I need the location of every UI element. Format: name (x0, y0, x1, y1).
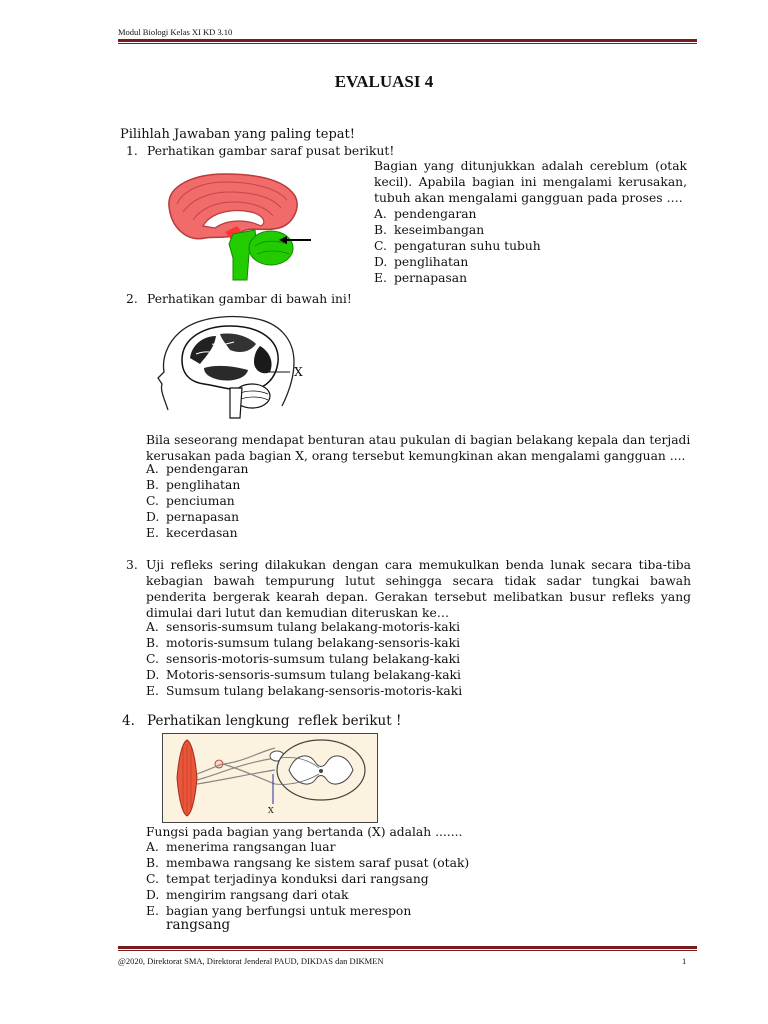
q4-text: Fungsi pada bagian yang bertanda (X) adalah ....... (146, 825, 463, 839)
option-letter: A. (146, 462, 159, 476)
option-letter: A. (146, 620, 159, 634)
header-text: Modul Biologi Kelas XI KD 3.10 (118, 27, 233, 37)
option-letter: B. (374, 223, 387, 237)
q4-number: 4. (122, 713, 135, 729)
brain-head-figure (156, 314, 316, 426)
option-text: Motoris-sensoris-sumsum tulang belakang-kaki (166, 668, 461, 682)
option-text: pengaturan suhu tubuh (394, 239, 541, 253)
q2-figure-label: X (294, 365, 303, 379)
q1-stem: Perhatikan gambar saraf pusat berikut! (147, 144, 395, 158)
option-letter: C. (146, 494, 159, 508)
q1-text: Bagian yang ditunjukkan adalah cereblum (otak kecil). Apabila bagian ini mengalami kerusakan, tubuh akan mengalami gangguan pada proses …. (374, 159, 687, 205)
option-letter: D. (146, 668, 160, 682)
q4-continuation: rangsang (166, 917, 231, 933)
option-text: pernapasan (394, 271, 468, 285)
option-letter: A. (374, 207, 387, 221)
option-letter: E. (146, 526, 159, 540)
option[interactable] (146, 635, 566, 651)
option-text: menerima rangsangan luar (166, 840, 336, 854)
option[interactable] (146, 477, 446, 493)
option-text: penglihatan (394, 255, 469, 269)
option-text: keseimbangan (394, 223, 485, 237)
central-nervous-figure (163, 168, 313, 286)
option-letter: A. (146, 840, 159, 854)
option[interactable] (146, 461, 446, 477)
option-letter: B. (146, 478, 159, 492)
option-text: kecerdasan (166, 526, 238, 540)
option[interactable] (146, 619, 566, 635)
option[interactable] (146, 839, 546, 855)
option-text: penglihatan (166, 478, 241, 492)
option-letter: B. (146, 636, 159, 650)
option[interactable] (146, 525, 446, 541)
option-letter: E. (374, 271, 387, 285)
option[interactable] (374, 270, 684, 286)
option-text: sensoris-sumsum tulang belakang-motoris-kaki (166, 620, 461, 634)
option-text: sensoris-motoris-sumsum tulang belakang-kaki (166, 652, 461, 666)
q2-options (146, 461, 446, 541)
option[interactable] (146, 683, 566, 699)
option[interactable] (146, 855, 546, 871)
header-rule (118, 39, 697, 44)
q4-options (146, 839, 546, 919)
option-letter: D. (374, 255, 388, 269)
page-number: 1 (682, 956, 687, 966)
option-text: pendengaran (394, 207, 477, 221)
option[interactable] (374, 238, 684, 254)
instruction: Pilihlah Jawaban yang paling tepat! (120, 127, 355, 142)
q2-text: Bila seseorang mendapat benturan atau pukulan di bagian belakang kepala dan terjadi kerusakan pada bagian X, orang tersebut kemungkinan akan mengalami gangguan .... (146, 433, 691, 463)
q4-figure-label: X (268, 806, 274, 815)
q1-number: 1. (126, 144, 138, 158)
page-title: EVALUASI 4 (334, 72, 434, 91)
option[interactable] (374, 254, 684, 270)
option-text: bagian yang berfungsi untuk merespon (166, 904, 412, 918)
option[interactable] (146, 871, 546, 887)
option-text: penciuman (166, 494, 235, 508)
q3-number: 3. (126, 558, 138, 572)
q4-stem: Perhatikan lengkung reflek berikut ! (147, 713, 402, 729)
option-text: Sumsum tulang belakang-sensoris-motoris-kaki (166, 684, 463, 698)
option-text: pernapasan (166, 510, 240, 524)
footer-text: @2020, Direktorat SMA, Direktorat Jenderal PAUD, DIKDAS dan DIKMEN (118, 956, 384, 966)
option[interactable] (146, 667, 566, 683)
option-letter: D. (146, 510, 160, 524)
option-letter: C. (146, 652, 159, 666)
q2-number: 2. (126, 292, 138, 306)
q1-options (374, 206, 684, 286)
option[interactable] (146, 887, 546, 903)
option[interactable] (374, 222, 684, 238)
option-letter: E. (146, 904, 159, 918)
option-text: mengirim rangsang dari otak (166, 888, 349, 902)
q3-stem: Uji refleks sering dilakukan dengan cara memukulkan benda lunak secara tiba-tiba kebagian bawah tempurung lutut sehingga secara tidak sadar tungkai bawah penderita bergerak kearah depan. Gerakan tersebut melibatkan busur refleks yang dimulai dari lutut dan kemudian diteruskan ke… (146, 558, 691, 620)
option[interactable] (146, 509, 446, 525)
option[interactable] (146, 651, 566, 667)
option-text: pendengaran (166, 462, 249, 476)
option[interactable] (146, 493, 446, 509)
option-text: tempat terjadinya konduksi dari rangsang (166, 872, 429, 886)
q2-stem: Perhatikan gambar di bawah ini! (147, 292, 352, 306)
option-letter: C. (146, 872, 159, 886)
q3-options (146, 619, 566, 699)
option-letter: B. (146, 856, 159, 870)
footer-rule (118, 946, 697, 951)
option-text: motoris-sumsum tulang belakang-sensoris-kaki (166, 636, 461, 650)
option-text: membawa rangsang ke sistem saraf pusat (otak) (166, 856, 470, 870)
option[interactable] (374, 206, 684, 222)
option-letter: D. (146, 888, 160, 902)
option-letter: C. (374, 239, 387, 253)
option-letter: E. (146, 684, 159, 698)
